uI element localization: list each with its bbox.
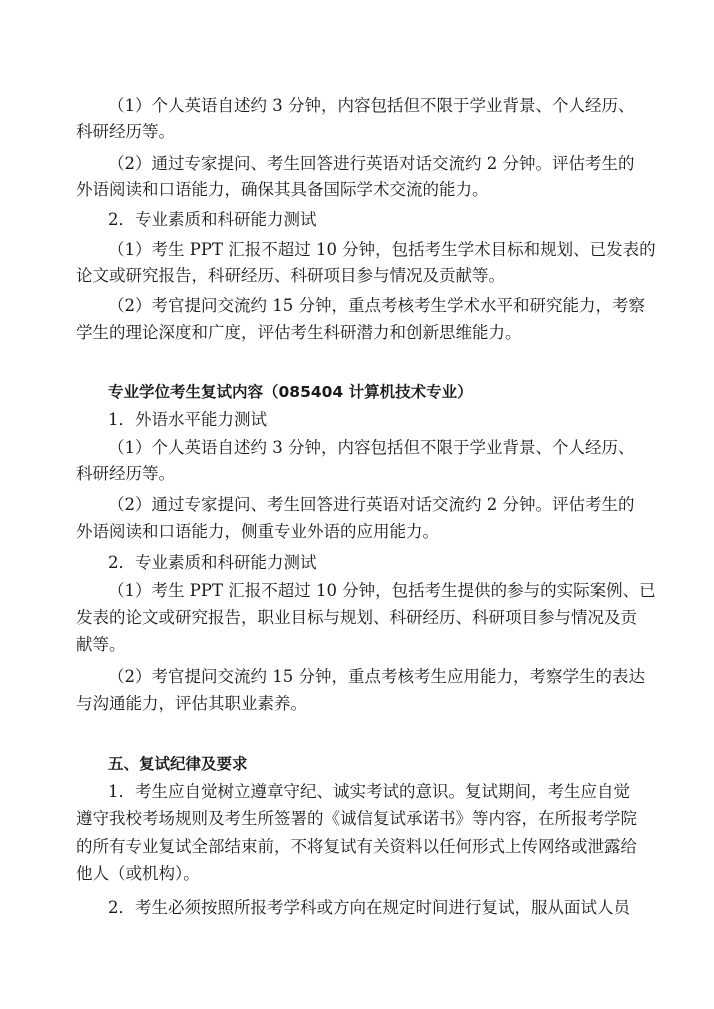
paragraph-line: 论文或研究报告，科研经历、科研项目参与情况及贡献等。: [76, 266, 505, 285]
paragraph-line: 科研经历等。: [76, 122, 175, 141]
paragraph-line: 与沟通能力，评估其职业素养。: [76, 694, 307, 713]
paragraph-line: （1）考生 PPT 汇报不超过 10 分钟，包括考生提供的参与的实际案例、已: [108, 581, 656, 600]
paragraph-line: 献等。: [76, 635, 126, 654]
paragraph-line: 他人（或机构）。: [76, 864, 200, 883]
paragraph-line: （2）通过专家提问、考生回答进行英语对话交流约 2 分钟。评估考生的: [108, 495, 635, 514]
paragraph-line: 1．考生应自觉树立遵章守纪、诚实考试的意识。复试期间，考生应自觉: [108, 782, 630, 801]
paragraph-line: （1）考生 PPT 汇报不超过 10 分钟，包括考生学术目标和规划、已发表的: [108, 240, 656, 259]
section-heading: 五、复试纪律及要求: [108, 755, 248, 773]
paragraph-line: （2）考官提问交流约 15 分钟，重点考核考生学术水平和研究能力，考察: [108, 296, 645, 315]
paragraph-line: （2）通过专家提问、考生回答进行英语对话交流约 2 分钟。评估考生的: [108, 154, 635, 173]
subheading-line: 1．外语水平能力测试: [108, 410, 267, 429]
subheading-line: 2．专业素质和科研能力测试: [108, 553, 317, 572]
section-heading: 专业学位考生复试内容（085404 计算机技术专业）: [108, 383, 473, 401]
paragraph-line: 的所有专业复试全部结束前，不将复试有关资料以任何形式上传网络或泄露给: [76, 837, 637, 856]
paragraph-line: （1）个人英语自述约 3 分钟，内容包括但不限于学业背景、个人经历、: [108, 438, 635, 457]
paragraph-line: （2）考官提问交流约 15 分钟，重点考核考生应用能力，考察学生的表达: [108, 667, 645, 686]
paragraph-line: 2．考生必须按照所报考学科或方向在规定时间进行复试，服从面试人员: [108, 898, 630, 917]
paragraph-line: 学生的理论深度和广度，评估考生科研潜力和创新思维能力。: [76, 323, 522, 342]
paragraph-line: 外语阅读和口语能力，侧重专业外语的应用能力。: [76, 522, 439, 541]
paragraph-line: 科研经历等。: [76, 464, 175, 483]
paragraph-line: 外语阅读和口语能力，确保其具备国际学术交流的能力。: [76, 180, 489, 199]
paragraph-line: 发表的论文或研究报告，职业目标与规划、科研经历、科研项目参与情况及贡: [76, 608, 637, 627]
paragraph-line: （1）个人英语自述约 3 分钟，内容包括但不限于学业背景、个人经历、: [108, 96, 635, 115]
paragraph-line: 遵守我校考场规则及考生所签署的《诚信复试承诺书》等内容，在所报考学院: [76, 809, 637, 828]
subheading-line: 2．专业素质和科研能力测试: [108, 210, 317, 229]
